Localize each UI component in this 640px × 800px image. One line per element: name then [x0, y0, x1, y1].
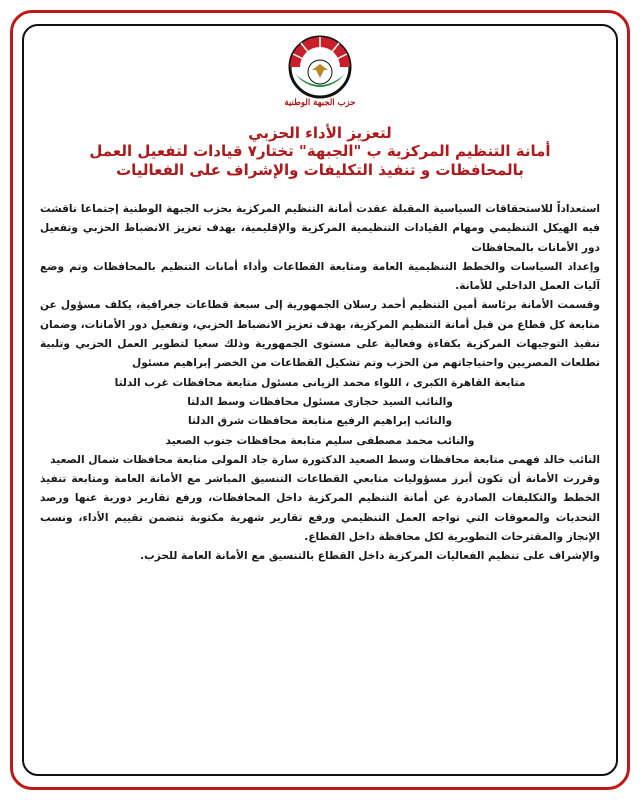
logo-area — [0, 34, 640, 116]
logo-caption: حزب الجبهة الوطنية — [284, 98, 356, 108]
headline-line-2: أمانة التنظيم المركزية ب "الجبهة" تختار٧ قيادات لتفعيل العمل — [89, 142, 551, 160]
paragraph-intro: استعداداً للاستحقاقات السياسية المقبلة عقدت أمانة التنظيم المركزية بحزب الجبهة الوطنية إجتماعا ناقشت فيه الهيكل التنظيمي ومهام القيادات التنظيمية المركزية والإقليمية، بهدف تعزيز الانضباط الحزبي وتفعيل دور الأمانات بالمحافظات — [40, 203, 600, 254]
assignment-line: متابعة القاهرة الكبرى ، اللواء محمد الزيانى مسئول متابعة محافظات غرب الدلتا — [114, 376, 526, 389]
party-emblem-icon — [265, 34, 375, 116]
paragraph-policies: وإعداد السياسات والخطط التنظيمية العامة ومتابعة القطاعات وأداء أمانات التنظيم بالمحافظات وتم وضع آليات العمل الداخلي للأمانة. — [40, 260, 600, 293]
assignment-line: والنائب السيد حجازى مسئول محافظات وسط الدلتا — [187, 395, 453, 408]
article-body — [40, 200, 600, 567]
paragraph-sectors: وقسمت الأمانة برئاسة أمين التنظيم أحمد رسلان الجمهورية إلى سبعة قطاعات جغرافية، يكلف مسؤول عن متابعة كل قطاع من قبل أمانة التنظيم المركزية، بهدف تعزيز الانضباط الحزبي، وتفعيل دور الأمانات، وضمان تنفيذ التوجيهات المركزية بكفاءة وفعالية على مستوى الجمهورية وذلك سعيا لتطوير العمل الحزبي وتلبية تطلعات المصريين واحتياجاتهم من الحزب وتم تشكيل القطاعات من الخضر إبراهيم مسئول — [40, 299, 600, 370]
paragraph-events: والإشراف على تنظيم الفعاليات المركزية داخل القطاع بالتنسيق مع الأمانة العامة للحزب. — [140, 550, 600, 563]
headline-line-1: لتعزيز الأداء الحزبي — [248, 124, 392, 142]
headline — [40, 124, 600, 180]
assignment-line: والنائب محمد مصطفى سليم متابعة محافظات جنوب الصعيد — [165, 434, 475, 447]
paragraph-upper-egypt: النائب خالد فهمى متابعة محافظات وسط الصعيد الدكتورة سارة جاد المولى متابعة محافظات شمال الصعيد — [50, 453, 600, 466]
headline-line-3: بالمحافظات و تنفيذ التكليفات والإشراف على الفعاليات — [116, 161, 524, 179]
paragraph-responsibilities: وقررت الأمانة أن تكون أبرز مسؤوليات متابعي القطاعات التنسيق المباشر مع الأمانة العامة ومتابعة تنفيذ الخطط والتكليفات الصادرة عن أمانة التنظيم المركزية داخل المحافظات، ورفع تقارير دورية عنها ورصد التحديات والمعوقات التي تواجه العمل التنظيمي ورفع تقارير شهرية مكتوبة تتضمن تقييم الأداء، ونسب الإنجاز والمقترحات التطويرية لكل محافظة داخل القطاع. — [40, 473, 600, 544]
assignment-line: والنائب إبراهيم الرفيع متابعة محافظات شرق الدلتا — [187, 415, 453, 428]
